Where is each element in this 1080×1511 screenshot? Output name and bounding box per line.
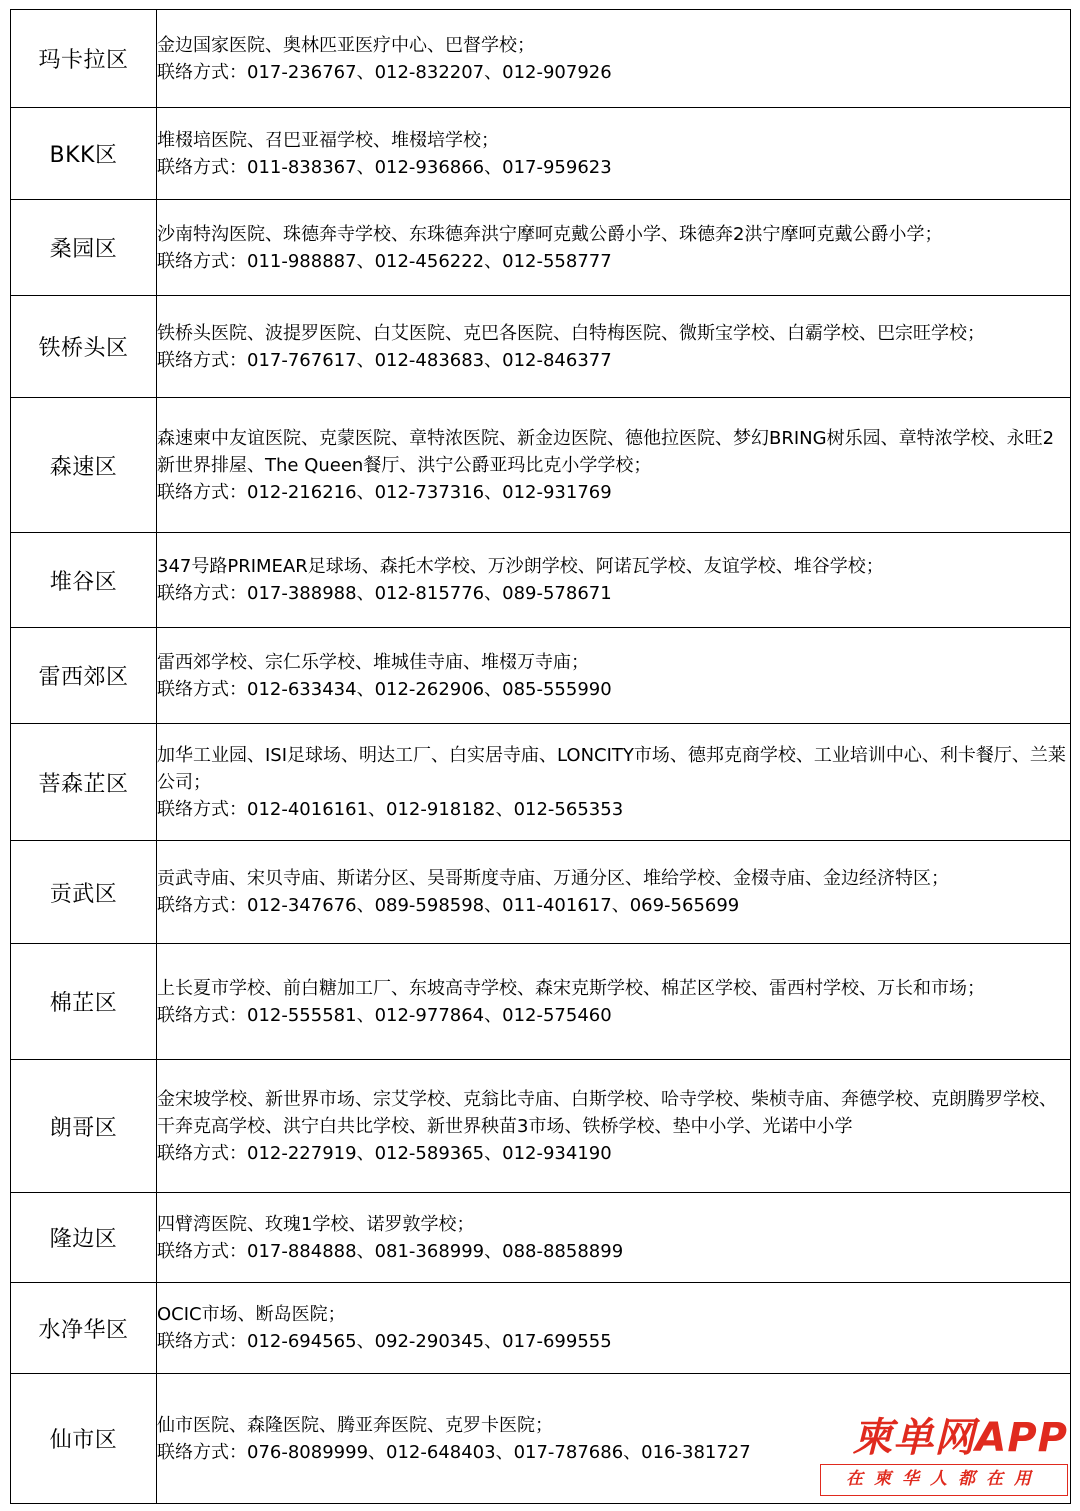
- district-details: [157, 628, 1071, 724]
- district-details: [157, 10, 1071, 108]
- table-row: [11, 533, 1071, 628]
- places-list: 上长夏市学校、前白糖加工厂、东坡高寺学校、森宋克斯学校、棉芷区学校、雷西村学校、万长和市场；: [157, 977, 985, 999]
- district-name: 贡武区: [11, 841, 157, 944]
- contact-numbers: 联络方式：012-4016161、012-918182、012-565353: [157, 798, 624, 820]
- places-list: 仙市医院、森隆医院、腾亚奔医院、克罗卡医院；: [157, 1414, 553, 1436]
- district-name: 隆边区: [11, 1193, 157, 1283]
- district-details: [157, 1283, 1071, 1374]
- contact-numbers: 联络方式：012-555581、012-977864、012-575460: [157, 1004, 612, 1026]
- district-name: 菩森芷区: [11, 724, 157, 841]
- district-details: [157, 108, 1071, 200]
- places-list: 金宋坡学校、新世界市场、宗艾学校、克翁比寺庙、白斯学校、哈寺学校、柴桢寺庙、奔德学校、克朗腾罗学校、干奔克高学校、洪宁白共比学校、新世界秧苗3市场、铁桥学校、垫中小学、光诺中小学: [157, 1088, 1057, 1137]
- places-list: 加华工业园、ISI足球场、明达工厂、白实居寺庙、LONCITY市场、德邦克商学校、工业培训中心、利卡餐厅、兰莱公司；: [157, 744, 1066, 793]
- places-list: 雷西郊学校、宗仁乐学校、堆城佳寺庙、堆棳万寺庙；: [157, 651, 589, 673]
- district-name: 棉芷区: [11, 944, 157, 1060]
- contact-numbers: 联络方式：076-8089999、012-648403、017-787686、016-381727: [157, 1441, 751, 1463]
- district-details: [157, 1193, 1071, 1283]
- table-row: [11, 10, 1071, 108]
- places-list: 347号路PRIMEAR足球场、森托木学校、万沙朗学校、阿诺瓦学校、友谊学校、堆谷学校；: [157, 556, 884, 577]
- table-row: [11, 1193, 1071, 1283]
- places-list: 铁桥头医院、波提罗医院、白艾医院、克巴各医院、白特梅医院、微斯宝学校、白霸学校、巴宗旺学校；: [157, 322, 985, 344]
- watermark-logo-text: 柬单网APP: [852, 1415, 1068, 1461]
- district-details: [157, 724, 1071, 841]
- table-row: [11, 108, 1071, 200]
- table-row: [11, 200, 1071, 296]
- places-list: 堆棳培医院、召巴亚福学校、堆棳培学校；: [157, 129, 499, 151]
- district-name: 水净华区: [11, 1283, 157, 1374]
- table-row: [11, 628, 1071, 724]
- district-name: 森速区: [11, 398, 157, 533]
- district-details: [157, 533, 1071, 628]
- contact-numbers: 联络方式：011-988887、012-456222、012-558777: [157, 250, 612, 272]
- table-row: [11, 296, 1071, 398]
- contact-numbers: 联络方式：012-347676、089-598598、011-401617、069-565699: [157, 895, 740, 916]
- contact-numbers: 联络方式：017-388988、012-815776、089-578671: [157, 583, 612, 604]
- places-list: OCIC市场、断岛医院；: [157, 1304, 346, 1325]
- district-name: 仙市区: [11, 1374, 157, 1504]
- district-table: [10, 9, 1071, 1504]
- district-name: 堆谷区: [11, 533, 157, 628]
- table-row: [11, 841, 1071, 944]
- district-details: [157, 1060, 1071, 1193]
- district-name: 朗哥区: [11, 1060, 157, 1193]
- places-list: 金边国家医院、奥林匹亚医疗中心、巴督学校；: [157, 34, 535, 56]
- contact-numbers: 联络方式：012-216216、012-737316、012-931769: [157, 481, 612, 503]
- places-list: 沙南特沟医院、珠德奔寺学校、东珠德奔洪宁摩呵克戴公爵小学、珠德奔2洪宁摩呵克戴公爵小学；: [157, 223, 943, 245]
- district-name: BKK区: [11, 108, 157, 200]
- contact-numbers: 联络方式：017-236767、012-832207、012-907926: [157, 61, 612, 83]
- district-details: [157, 200, 1071, 296]
- district-name: 铁桥头区: [11, 296, 157, 398]
- places-list: 森速柬中友谊医院、克蒙医院、章特浓医院、新金边医院、德他拉医院、梦幻BRING树乐园、章特浓学校、永旺2新世界排屋、The Queen餐厅、洪宁公爵亚玛比克小学学校；: [157, 427, 1055, 476]
- watermark-slogan: 在柬华人都在用: [820, 1464, 1068, 1496]
- district-details: [157, 944, 1071, 1060]
- table-row: [11, 1283, 1071, 1374]
- district-details: [157, 398, 1071, 533]
- contact-numbers: 联络方式：012-633434、012-262906、085-555990: [157, 678, 612, 700]
- district-details: [157, 296, 1071, 398]
- contact-numbers: 联络方式：017-884888、081-368999、088-8858899: [157, 1240, 624, 1262]
- contact-numbers: 联络方式：012-694565、092-290345、017-699555: [157, 1331, 612, 1352]
- table-row: [11, 398, 1071, 533]
- places-list: 贡武寺庙、宋贝寺庙、斯诺分区、吴哥斯度寺庙、万通分区、堆给学校、金棳寺庙、金边经济特区；: [157, 868, 949, 889]
- district-name: 玛卡拉区: [11, 10, 157, 108]
- table-row: [11, 1060, 1071, 1193]
- contact-numbers: 联络方式：017-767617、012-483683、012-846377: [157, 349, 612, 371]
- district-details: [157, 841, 1071, 944]
- brand-watermark: [818, 1406, 1068, 1508]
- table-row: [11, 944, 1071, 1060]
- district-name: 雷西郊区: [11, 628, 157, 724]
- contact-numbers: 联络方式：011-838367、012-936866、017-959623: [157, 156, 612, 178]
- district-name: 桑园区: [11, 200, 157, 296]
- places-list: 四臂湾医院、玫瑰1学校、诺罗敦学校；: [157, 1213, 475, 1235]
- table-row: [11, 724, 1071, 841]
- contact-numbers: 联络方式：012-227919、012-589365、012-934190: [157, 1142, 612, 1164]
